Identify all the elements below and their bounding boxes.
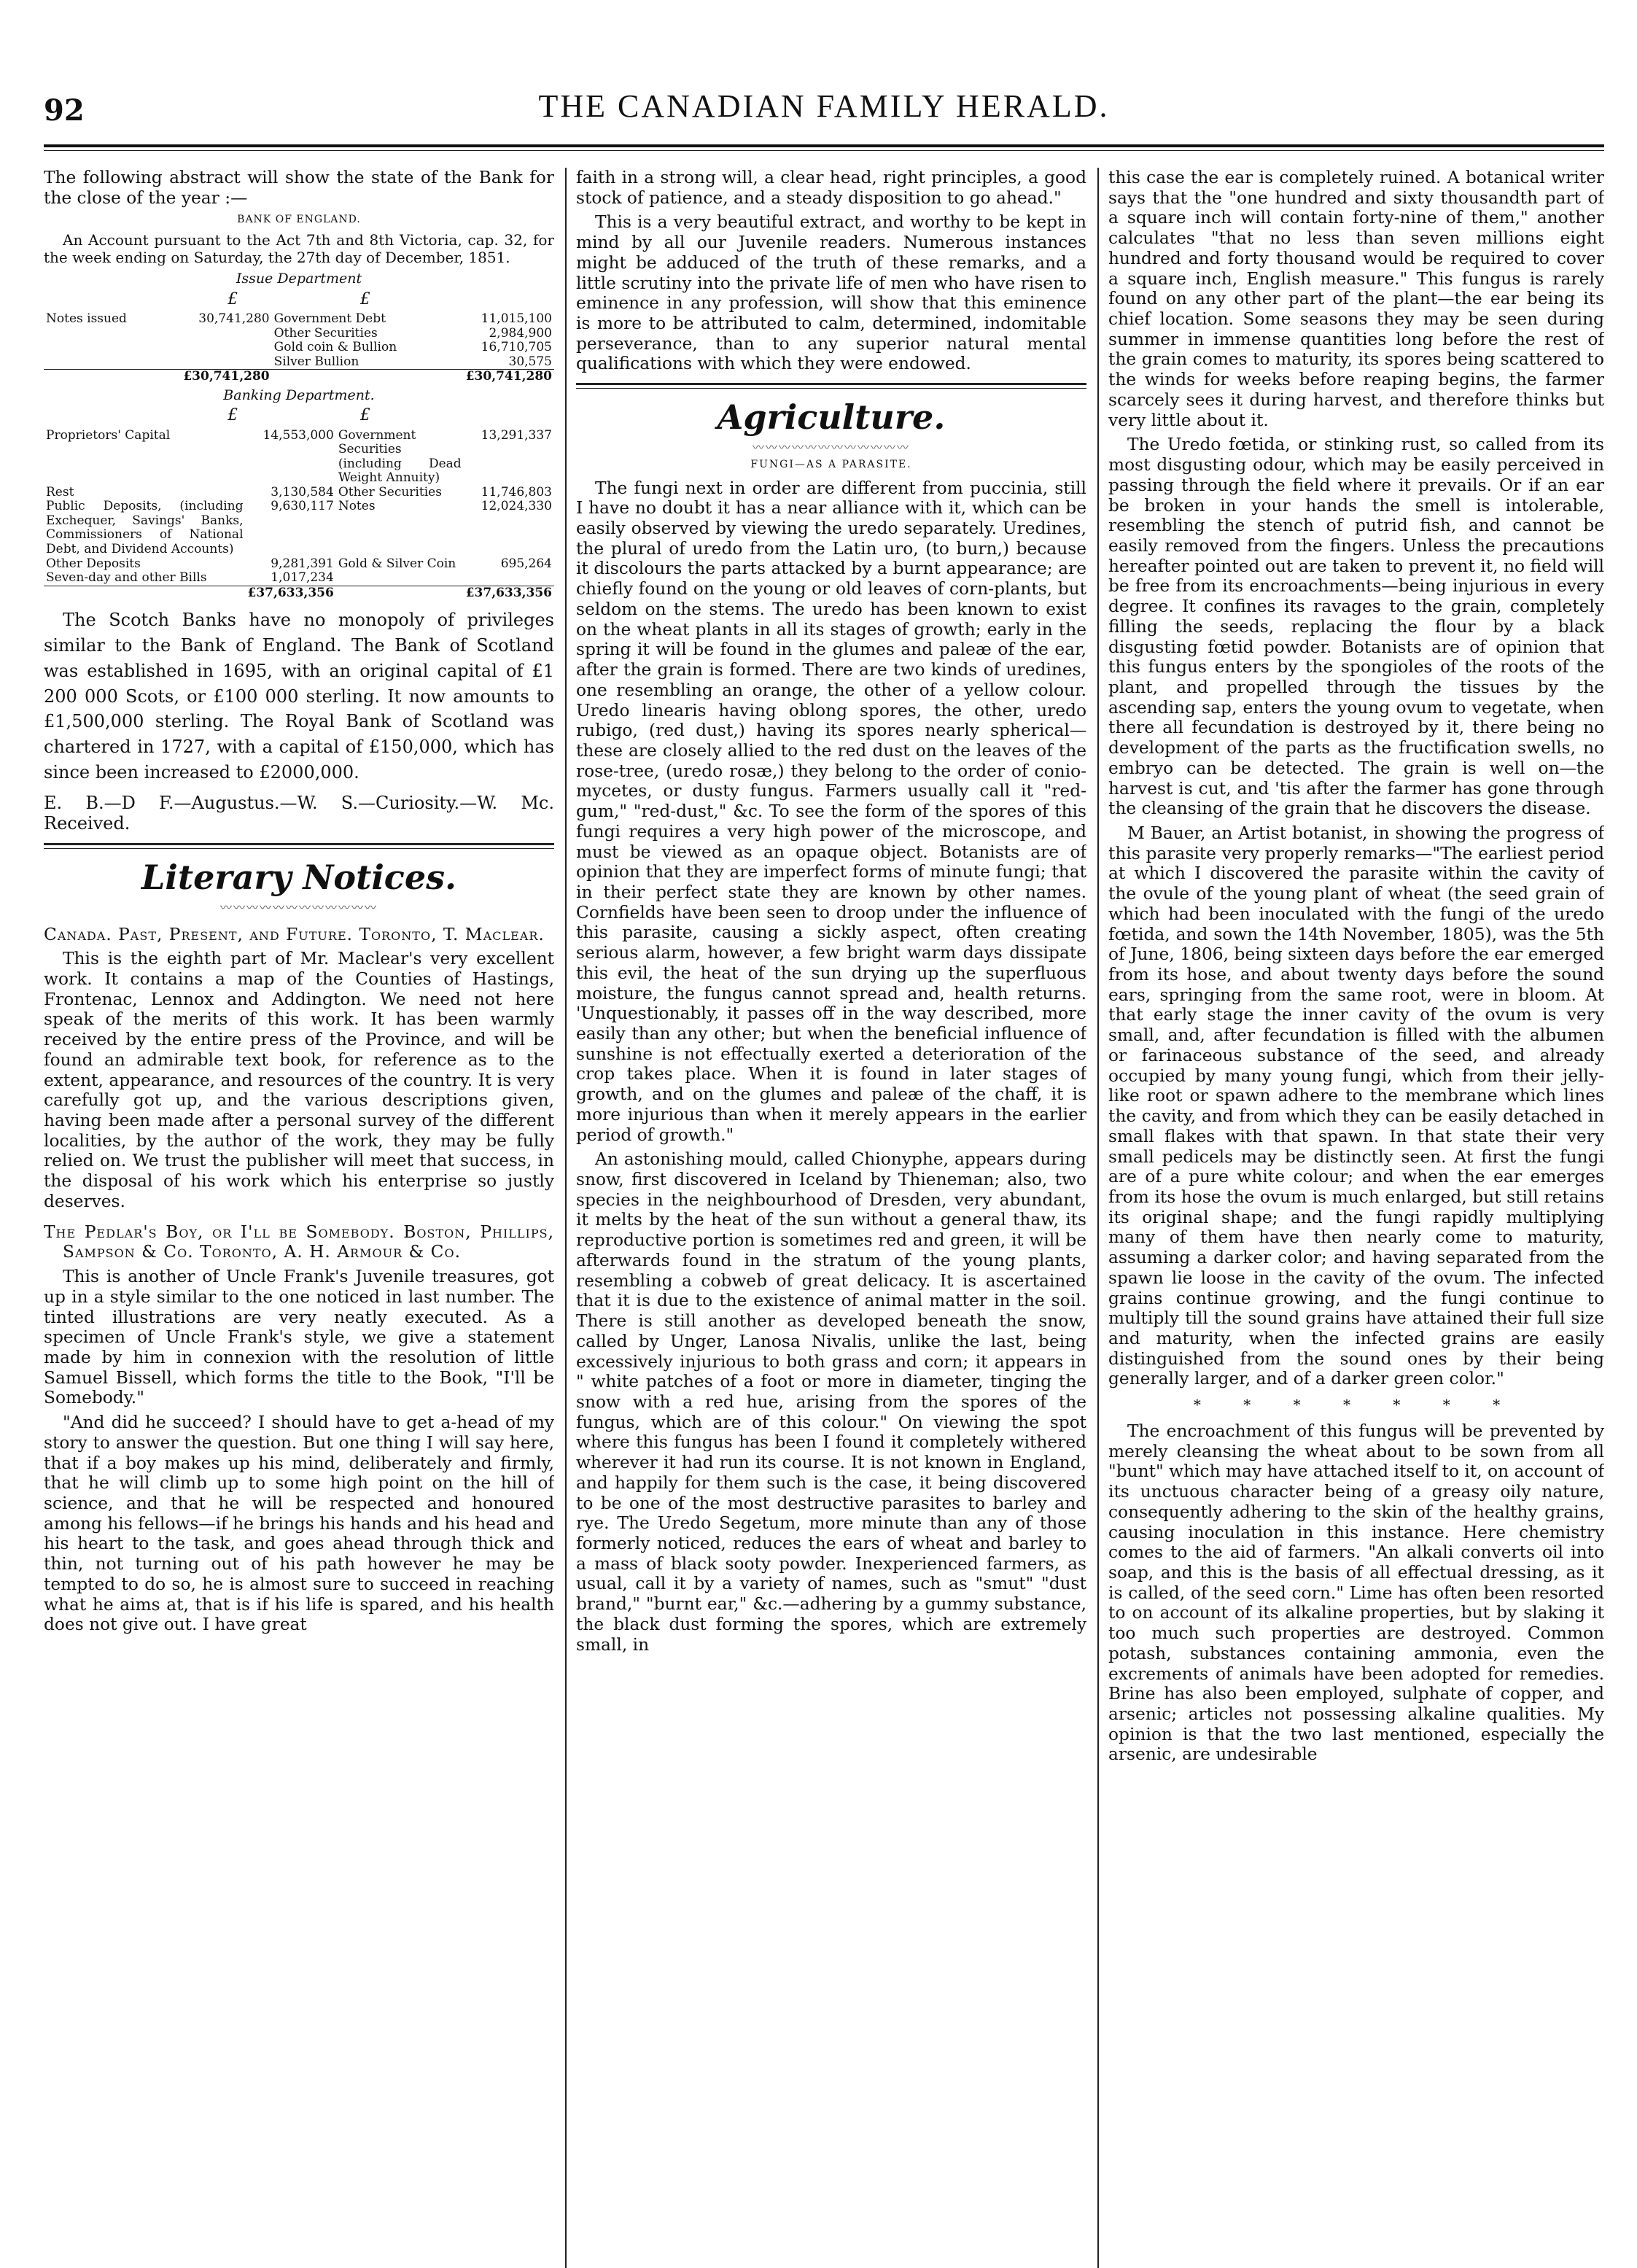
- row-left-value: 14,553,000: [263, 427, 334, 443]
- section-rule: [44, 843, 554, 849]
- book-title-canada: Canada. Past, Present, and Future. Toronto, T. Maclear.: [44, 924, 545, 944]
- row-left-label: Rest: [46, 484, 74, 500]
- pound-symbol: £ £: [228, 290, 370, 308]
- fungi-article-subtitle: FUNGI—AS A PARASITE.: [750, 458, 912, 470]
- book-title-pedlars-boy: The Pedlar's Boy, or I'll be Somebody. Boston, Phillips, Sampson & Co. Toronto, A. H. Armour & Co.: [44, 1222, 554, 1262]
- column-divider: [1097, 168, 1099, 2268]
- banking-table-row: [44, 486, 554, 500]
- row-left-value: [155, 327, 272, 341]
- row-right-label: Other Securities: [338, 484, 442, 500]
- header-rule: [44, 144, 1604, 151]
- issue-total-row: [44, 370, 554, 384]
- column-right: [1108, 168, 1604, 2268]
- row-left-value: 9,630,117: [271, 499, 334, 514]
- prevention-paragraph: The encroachment of this fungus will be prevented by merely cleansing the wheat about to be sown from all "bunt" which may have attached itself to it, on account of its unctuous character being of a greasy oily nature, consequently adhering to the skin of the healthy grains, causing inoculation in this instance. Here chemistry comes to the aid of farmers. "An alkali converts oil into soap, and this is the basis of all effectual dressing, as it is called, of the seed corn." Lime has often been resorted to on account of its alkaline properties, but by slaking it too much such properties are destroyed. Common potash, substances containing ammonia, even the excrements of animals have been adopted for remedies. Brine has also been employed, sulphate of copper, and arsenic; articles not possessing alkaline qualities. My opinion is that the two last mentioned, especially the arsenic, are undesirable: [1108, 1421, 1604, 1765]
- row-left-value: 1,017,234: [271, 570, 334, 586]
- book-review-pedlars-boy: This is another of Uncle Frank's Juvenile treasures, got up in a style similar to the one noticed in last number. The tinted illustrations are very neatly executed. As a specimen of Uncle Frank's style, we give a statement made by him in connexion with the resolution of little Samuel Bissell, which forms the title to the Book, "I'll be Somebody.": [44, 1267, 554, 1408]
- fungi-paragraph-1: The fungi next in order are different from puccinia, still I have no doubt it has a near alliance with it, which can be easily observed by viewing the uredo separately. Uredines, the plural of uredo from the Latin uro, (to burn,) because it discolours the parts attacked by a burnt appearance; are chiefly found on the young or old leaves of corn-plants, but seldom on the stems. The uredo has been known to exist on the wheat plants in all its stages of growth; early in the spring it will be found in the glumes and paleæ of the ear, after the grain is formed. There are two kinds of uredines, one resembling an orange, the other of a yellow colour. Uredo linearis having oblong spores, the other, uredo rubigo, (red dust,) having its spores nearly spherical—these are closely allied to the red dust on the leaves of the rose-tree, (uredo rosæ,) they belong to the order of conio-mycetes, or dusty fungus. Farmers usually call it "red-gum," "red-dust," &c. To see the form of the spores of this fungi requires a very high power of the microscope, and must be viewed as an opaque object. Botanists are of opinion that they are imperfect forms of minute fungi; that in their perfect state they are known by other names. Cornfields have been seen to droop under the influence of this parasite, causing a sickly aspect, often creating serious alarm, however, a few bright warm days dissipate this evil, the heat of the sun drying up the superfluous moisture, the fungus cannot spread and, health returns. 'Unquestionably, it passes off in the way described, more easily than any other; but when the beneficial influence of sunshine is not effectually exerted a deterioration of the crop takes place. When it is found in later stages of growth, and on the glumes and paleæ of the chaff, it is more injurious than when it merely appears in the earlier period of growth.": [576, 478, 1086, 1145]
- banking-table-row: [44, 500, 554, 556]
- row-right-label: Gold coin & Bullion: [273, 340, 397, 355]
- newspaper-title: THE CANADIAN FAMILY HERALD.: [538, 88, 1110, 124]
- issue-table-row: [44, 355, 554, 370]
- literary-notices-title: Literary Notices.: [141, 857, 456, 897]
- row-left-label: [44, 327, 155, 341]
- book-review-canada: This is the eighth part of Mr. Maclear's very excellent work. It contains a map of the Counties of Hastings, Frontenac, Lennox and Addington. We need not here speak of the merits of this work. It has been warmly received by the entire press of the Province, and will be found an admirable text book, for reference as to the extent, appearance, and resources of the country. It is very carefully got up, and the various descriptions given, having been made after a personal survey of the different localities, by the author of the work, they may be fully relied on. We trust the publisher will meet that success, in the disposal of his work which his enterprise so justly deserves.: [44, 949, 554, 1211]
- issue-department-heading: Issue Department: [236, 271, 362, 287]
- bauer-quote-paragraph: M Bauer, an Artist botanist, in showing the progress of this parasite very properly remarks—"The earliest period at which I discovered the parasite within the cavity of the ovule of the young plant of wheat (the seed grain of which had been inoculated with the fungi of the uredo fœtida, and sown the 14th November, 1805), was the 5th of June, 1806, being sixteen days before the ear emerged from its hose, and about twenty days before the sound ears, springing from the same root, were in bloom. At that early stage the inner cavity of the ovum is very small, and, after fecundation is filled with the albumen or farinaceous substance of the seed, and already occupied by many young fungi, which from their jelly-like root or spawn adhere to the membrane which lines the cavity, and from which they can be easily detached in small flakes with that spawn. In that state their very small pedicels may be distinctly seen. At first the fungi are of a pure white colour; and when the ear emerges from its hose the ovum is much enlarged, but still retains its original shape; and the fungi rapidly multiplying many of them have then nearly come to maturity, assuming a darker color; and having separated from the spawn lie loose in the cavity of the ovum. The infected grains continue growing, and the fungi continue to multiply till the sound grains have attained their full size and maturity, when the infected grains are easily distinguished from the sound ones by their being generally larger, and of a darker green color.": [1108, 823, 1604, 1389]
- banking-table-row: [44, 429, 554, 486]
- row-left-value: [155, 355, 272, 370]
- newspaper-page: [44, 88, 1604, 2202]
- row-right-value: [464, 571, 554, 586]
- bank-account-note: An Account pursuant to the Act 7th and 8th Victoria, cap. 32, for the week ending on Saturday, the 27th day of December, 1851.: [44, 231, 554, 266]
- asterism-divider: * * * * * * *: [1193, 1396, 1520, 1414]
- row-left-label: [44, 355, 155, 370]
- agriculture-title: Agriculture.: [717, 397, 946, 438]
- ornament-rule: 〰〰〰〰〰〰〰〰〰〰〰〰: [219, 900, 378, 914]
- row-left-value: 3,130,584: [271, 484, 334, 500]
- page-header: [44, 88, 1604, 146]
- row-right-label: Silver Bullion: [273, 354, 359, 369]
- banking-total-row: [44, 586, 554, 600]
- section-rule: [576, 383, 1086, 389]
- issue-total-left: £30,741,280: [155, 370, 272, 384]
- banking-department-table: [44, 429, 554, 601]
- row-right-label: Gold & Silver Coin: [338, 556, 456, 571]
- page-number: 92: [44, 93, 85, 128]
- juvenile-commentary: This is a very beautiful extract, and worthy to be kept in mind by all our Juvenile readers. Numerous instances might be adduced of the truth of these remarks, and a little scrutiny into the private life of men who have risen to eminence in any profession, will show that this eminence is more to be attributed to calm, determined, indomitable perseverance, than to any superior natural mental qualifications with which they were endowed.: [576, 212, 1086, 374]
- row-right-label: Other Securities: [273, 325, 378, 341]
- fungi-paragraph-2: An astonishing mould, called Chionyphe, appears during snow, first discovered in Iceland by Thieneman; also, two species in the neighbourhood of Dresden, very abundant, it melts by the heat of the sun without a general thaw, its reproductive portion is sometimes red and green, it will be afterwards found in the stratum of the young plants, resembling a cobweb of great delicacy. It is ascertained that it is due to the existence of animal matter in the soil. There is still another as developed beneath the snow, called by Unger, Lanosa Nivalis, unlike the last, being excessively injurious to both grass and corn; it appears in " white patches of a foot or more in diameter, tinging the snow with a red hue, arising from the spores of the fungus, which are of this colour." On viewing the spot where this fungus has been I found it completely withered wherever it had run its course. It is not known in England, and happily for them such is the case, it being discovered to be one of the most destructive parasites to barley and rye. The Uredo Segetum, more minute than any of those formerly noticed, reduces the ears of wheat and barley to a mass of black sooty powder. Inexperienced farmers, as usual, call it by a variety of names, such as "smut" "dust brand," "burnt ear," &c.—adhering by a gummy substance, the black dust forming the spores, which are extremely small, in: [576, 1149, 1086, 1655]
- row-left-label: Notes issued: [46, 311, 127, 327]
- quote-continuation: faith in a strong will, a clear head, right principles, a good stock of patience, and a steady disposition to go ahead.": [576, 168, 1086, 208]
- row-left-label: Proprietors' Capital: [46, 427, 171, 443]
- row-right-value: 695,264: [500, 556, 552, 571]
- row-left-label: [44, 341, 155, 355]
- row-right-value: 16,710,705: [481, 340, 552, 355]
- pound-symbol: £ £: [228, 406, 370, 425]
- issue-table-row: [44, 312, 554, 327]
- banking-table-row: [44, 571, 554, 586]
- issue-table-row: [44, 327, 554, 341]
- ornament-rule: 〰〰〰〰〰〰〰〰〰〰〰〰: [752, 440, 910, 454]
- banking-table-row: [44, 557, 554, 572]
- row-right-label: [336, 571, 464, 586]
- row-left-value: 30,741,280: [198, 311, 270, 327]
- issue-table-row: [44, 341, 554, 355]
- issue-department-table: [44, 312, 554, 384]
- row-left-label: Other Deposits: [46, 556, 141, 571]
- bank-intro: The following abstract will show the state of the Bank for the close of the year :—: [44, 168, 554, 208]
- uredo-foetida-paragraph: The Uredo fœtida, or stinking rust, so called from its most disgusting odour, which may be easily perceived in passing through the field where it prevails. Or if an ear be broken in your hands the smell is intolerable, resembling the stench of putrid fish, and cannot be easily removed from the fingers. Unless the precautions hereafter pointed out are taken to prevent it, no field will be free from its encroachments—being injurious in every degree. It confines its ravages to the grain, completely filling the seeds, replacing the flour by a black disgusting fœtid powder. Botanists are of opinion that this fungus enters by the spongioles of the roots of the plant, and propelled through the tissues by the ascending sap, enters the young ovum to vegetate, when there all fecundation is destroyed by it, there being no development of the parts as the fructification swells, no embryo can be detected. The grain is well on—the harvest is cut, and 'tis after the farmer has gone through the cleansing of the grain that he discovers the disease.: [1108, 435, 1604, 819]
- banking-department-heading: Banking Department.: [223, 387, 375, 403]
- column-middle: [576, 168, 1086, 2268]
- row-right-value: 11,015,100: [481, 311, 552, 327]
- row-right-value: 12,024,330: [481, 499, 552, 514]
- column-divider: [565, 168, 567, 2268]
- book-quote-pedlars-boy: "And did he succeed? I should have to get a-head of my story to answer the question. But one thing I will say here, that if a boy makes up his mind, deliberately and firmly, that he will climb up to some high point on the hill of science, and that he will be respected and honoured among his fellows—if he brings his hands and his head and his heart to the task, and goes ahead through thick and thin, not turning out of his path however he may be tempted to do so, he is almost sure to succeed in reaching what he aims at, that is if his life is spared, and his health does not give out. I have great: [44, 1413, 554, 1635]
- bank-heading: BANK OF ENGLAND.: [237, 214, 361, 226]
- row-right-label: Government Debt: [273, 311, 386, 327]
- row-left-value: 9,281,391: [271, 556, 334, 571]
- banking-total-left: £37,633,356: [246, 586, 336, 600]
- fungi-paragraph-3: this case the ear is completely ruined. A botanical writer says that the "one hundred and sixty thousandth part of a square inch will contain forty-nine of them," another calculates "that no less than seven millions eight hundred and forty thousand would be required to cover a square inch, English measure." This fungus is rarely found on any other part of the plant—the ear being its chief location. Some seasons they may be seen during summer in immense quantities long before the rest of the grain comes to maturity, its spores being scattered to the winds for weeks before reaping begins, the farmer scarcely sees it during harvest, and therefore thinks but very little about it.: [1108, 168, 1604, 430]
- row-right-value: 2,984,900: [489, 325, 552, 341]
- issue-total-right: £30,741,280: [437, 370, 554, 384]
- row-left-value: [155, 341, 272, 355]
- row-right-value: 30,575: [508, 354, 552, 369]
- row-right-value: 11,746,803: [481, 484, 552, 500]
- scotch-banks-paragraph: The Scotch Banks have no monopoly of privileges similar to the Bank of England. The Bank of Scotland was established in 1695, with an original capital of £1 200 000 Scots, or £100 000 sterling. It now amounts to £1,500,000 sterling. The Royal Bank of Scotland was chartered in 1727, with a capital of £150,000, which has since been increased to £2000,000.: [44, 610, 554, 782]
- column-left: [44, 168, 554, 2268]
- banking-total-right: £37,633,356: [464, 586, 554, 600]
- row-left-label: Seven-day and other Bills: [46, 570, 207, 586]
- correspondents-notice: E. B.—D F.—Augustus.—W. S.—Curiosity.—W. Mc. Received.: [44, 792, 554, 834]
- row-right-label: Notes: [338, 499, 376, 514]
- row-right-value: 13,291,337: [481, 427, 552, 443]
- row-left-label: Public Deposits, (including Exchequer, Savings' Banks, Commissioners of National Debt, and Dividend Accounts): [46, 499, 244, 556]
- row-right-label: Government Securities (including Dead Weight Annuity): [338, 427, 462, 486]
